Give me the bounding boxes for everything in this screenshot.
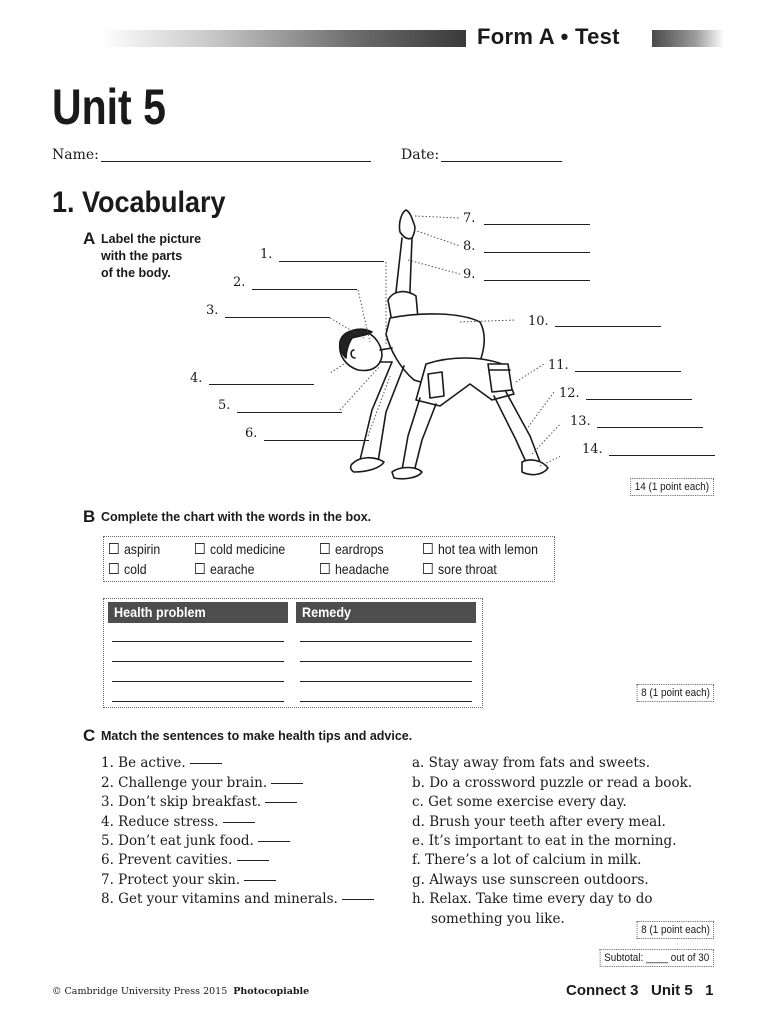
label-blank-3[interactable]: [225, 317, 330, 318]
tip-sentence: [101, 775, 303, 791]
advice-sentence: a. Stay away from fats and sweets.: [412, 755, 650, 771]
chart-blank[interactable]: [112, 701, 284, 702]
word-item[interactable]: [109, 541, 160, 557]
label-number: 3.: [206, 303, 219, 318]
label-number: 14.: [582, 442, 603, 457]
word-text: earache: [209, 561, 255, 577]
body-figure-illustration: [330, 200, 560, 490]
match-blank[interactable]: [244, 880, 276, 881]
part-a-instruction-line: Label the picture: [101, 232, 202, 246]
tip-text: 8. Get your vitamins and minerals.: [101, 891, 338, 907]
chart-blank[interactable]: [112, 661, 284, 662]
tip-sentence: [101, 833, 290, 849]
advice-sentence: c. Get some exercise every day.: [412, 794, 627, 810]
chart-header-text: Remedy: [302, 604, 352, 620]
checkbox-icon: [423, 563, 433, 574]
advice-sentence: h. Relax. Take time every day to do: [412, 891, 653, 907]
tip-sentence: [101, 755, 222, 771]
chart-blank[interactable]: [112, 681, 284, 682]
label-blank-5[interactable]: [237, 412, 342, 413]
word-box: [103, 536, 555, 582]
tip-sentence: [101, 872, 276, 888]
tip-sentence: [101, 814, 255, 830]
chart-header-remedy: [296, 602, 476, 623]
label-blank-11[interactable]: [575, 371, 681, 372]
part-a-instruction-line: of the body.: [101, 266, 171, 280]
tip-sentence: [101, 891, 374, 907]
label-number: 2.: [233, 275, 246, 290]
chart-header-health-problem: [108, 602, 288, 623]
subtotal-box: Subtotal: ____ out of 30: [600, 949, 714, 967]
label-number: 8.: [463, 239, 476, 254]
chart-blank[interactable]: [300, 701, 472, 702]
section-title-vocabulary: 1. Vocabulary: [52, 186, 226, 219]
word-item[interactable]: [195, 561, 254, 577]
word-text: headache: [334, 561, 390, 577]
name-label: Name:: [52, 147, 99, 163]
tip-text: 3. Don’t skip breakfast.: [101, 794, 262, 810]
tip-sentence: [101, 794, 297, 810]
chart-blank[interactable]: [300, 641, 472, 642]
word-item[interactable]: [320, 561, 389, 577]
tip-text: 6. Prevent cavities.: [101, 852, 233, 868]
form-test-label: Form A • Test: [477, 24, 620, 49]
label-blank-2[interactable]: [252, 289, 357, 290]
label-blank-7[interactable]: [484, 224, 590, 225]
checkbox-icon: [109, 563, 119, 574]
word-text: hot tea with lemon: [437, 541, 538, 557]
tip-sentence: [101, 852, 269, 868]
part-b-points: 8 (1 point each): [636, 684, 714, 702]
label-number: 7.: [463, 211, 476, 226]
label-blank-13[interactable]: [597, 427, 703, 428]
label-number: 5.: [218, 398, 231, 413]
tip-text: 4. Reduce stress.: [101, 814, 219, 830]
label-number: 13.: [570, 414, 591, 429]
date-label: Date:: [401, 147, 440, 163]
word-text: aspirin: [123, 541, 161, 557]
word-text: cold medicine: [209, 541, 286, 557]
label-blank-9[interactable]: [484, 280, 590, 281]
checkbox-icon: [195, 543, 205, 554]
copyright-text: © Cambridge University Press 2015: [52, 986, 228, 997]
label-number: 1.: [260, 247, 273, 262]
label-blank-4[interactable]: [209, 384, 314, 385]
advice-sentence: g. Always use sunscreen outdoors.: [412, 872, 649, 888]
part-b-instruction: Complete the chart with the words in the box.: [101, 510, 372, 524]
advice-sentence: f. There’s a lot of calcium in milk.: [412, 852, 642, 868]
chart-blank[interactable]: [112, 641, 284, 642]
match-blank[interactable]: [190, 763, 222, 764]
label-number: 9.: [463, 267, 476, 282]
label-number: 4.: [190, 371, 203, 386]
label-blank-12[interactable]: [586, 399, 692, 400]
unit-title: Unit 5: [52, 79, 166, 135]
tip-text: 5. Don’t eat junk food.: [101, 833, 254, 849]
label-blank-8[interactable]: [484, 252, 590, 253]
health-chart: [103, 598, 483, 708]
part-c-instruction: Match the sentences to make health tips and advice.: [101, 729, 413, 743]
header-gradient-bar: [100, 30, 466, 47]
name-field[interactable]: [101, 161, 371, 162]
photocopiable-text: Photocopiable: [233, 986, 310, 997]
label-blank-6[interactable]: [264, 440, 369, 441]
label-blank-14[interactable]: [609, 455, 715, 456]
tip-text: 7. Protect your skin.: [101, 872, 241, 888]
advice-sentence-continued: something you like.: [431, 911, 565, 927]
footer-copyright: [52, 986, 309, 997]
match-blank[interactable]: [271, 783, 303, 784]
checkbox-icon: [423, 543, 433, 554]
match-blank[interactable]: [223, 822, 255, 823]
advice-sentence: d. Brush your teeth after every meal.: [412, 814, 666, 830]
chart-blank[interactable]: [300, 681, 472, 682]
part-a-instruction: [101, 231, 201, 282]
part-a-instruction-line: with the parts: [101, 249, 183, 263]
word-text: eardrops: [334, 541, 384, 557]
match-blank[interactable]: [342, 899, 374, 900]
checkbox-icon: [320, 563, 330, 574]
label-number: 12.: [559, 386, 580, 401]
label-number: 6.: [245, 426, 258, 441]
label-blank-10[interactable]: [555, 326, 661, 327]
checkbox-icon: [195, 563, 205, 574]
label-number: 11.: [548, 358, 569, 373]
chart-header-text: Health problem: [114, 604, 206, 620]
word-text: sore throat: [437, 561, 497, 577]
checkbox-icon: [109, 543, 119, 554]
part-b-letter: B: [83, 507, 96, 526]
advice-sentence: b. Do a crossword puzzle or read a book.: [412, 775, 693, 791]
advice-sentence: e. It’s important to eat in the morning.: [412, 833, 677, 849]
word-text: cold: [123, 561, 147, 577]
word-item[interactable]: [195, 541, 285, 557]
word-item[interactable]: [423, 561, 497, 577]
part-c-points: 8 (1 point each): [636, 921, 714, 939]
match-blank[interactable]: [258, 841, 290, 842]
label-number: 10.: [528, 314, 549, 329]
header-right-bar: [652, 30, 724, 47]
date-field[interactable]: [441, 161, 562, 162]
label-blank-1[interactable]: [279, 261, 384, 262]
word-item[interactable]: [109, 561, 147, 577]
tip-text: 2. Challenge your brain.: [101, 775, 268, 791]
chart-blank[interactable]: [300, 661, 472, 662]
part-c-letter: C: [83, 726, 96, 745]
word-item[interactable]: [320, 541, 384, 557]
checkbox-icon: [320, 543, 330, 554]
footer-page-info: Connect 3 Unit 5 1: [566, 982, 714, 999]
part-a-points: 14 (1 point each): [631, 478, 714, 496]
match-blank[interactable]: [265, 802, 297, 803]
tip-text: 1. Be active.: [101, 755, 186, 771]
part-a-letter: A: [83, 229, 96, 248]
word-item[interactable]: [423, 541, 538, 557]
match-blank[interactable]: [237, 860, 269, 861]
